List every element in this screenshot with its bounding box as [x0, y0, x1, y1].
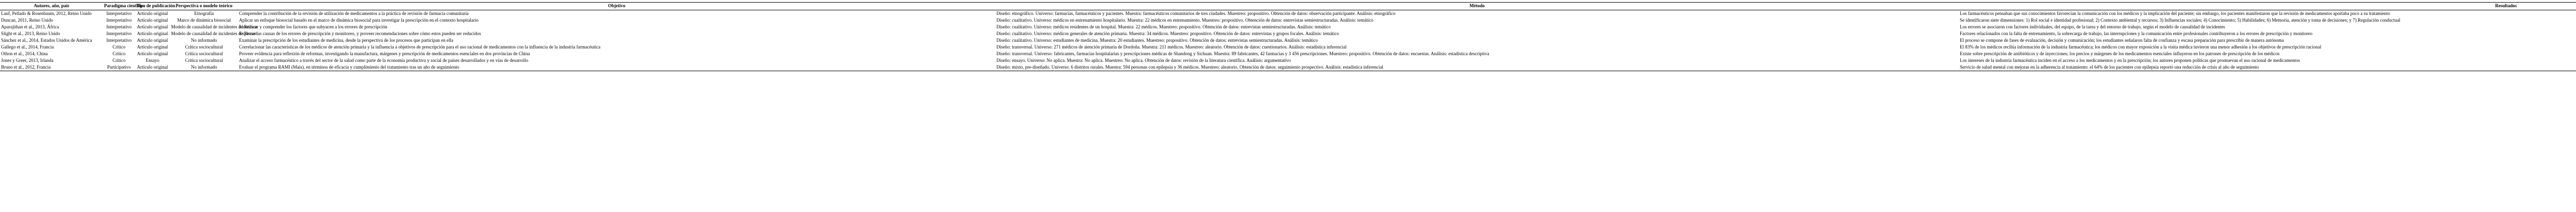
header-publication-type: Tipo de publicación [135, 3, 170, 10]
header-objective: Objetivo [238, 3, 995, 10]
table-row [0, 51, 2576, 57]
cell-perspective: Crítica sociocultural [185, 51, 223, 56]
cell-publication-type: Artículo original [137, 44, 168, 50]
cell-results: Los errores se asociaron con factores individuales, del equipo, de la tarea y del entorno de trabajo, según el modelo de causalidad de incidentes [1960, 24, 2225, 29]
cell-method: Diseño: etnográfico. Universo: farmacias, farmacéuticos y pacientes. Muestra: farmacéuticos comunitarios de tres ciudades. Muestreo: propositivo. Obtención de datos: observación participante. Análisis: etnográfico [996, 11, 1396, 16]
header-paradigm: Paradigma científico [103, 3, 135, 10]
cell-publication-type: Artículo original [137, 24, 168, 29]
cell-perspective: Modelo de causalidad de incidentes de Reason [171, 31, 258, 36]
cell-publication-type: Artículo original [137, 18, 168, 23]
cell-author: Bruno et al., 2012, Francia [0, 64, 103, 71]
cell-publication-type: Artículo original [135, 64, 170, 71]
cell-author: Othon et al., 2014, China [1, 51, 48, 56]
cell-method: Diseño: transversal. Universo: 271 médicos de atención primaria de Dordoña. Muestra: 211 médicos. Muestreo: aleatorio. Obtención de datos: cuestionarios. Análisis: estadística inferencial [996, 44, 1347, 50]
cell-method: Diseño: cualitativo. Universo: estudiantes de medicina. Muestra: 20 estudiantes. Muestreo: propositivo. Obtención de datos: entrevistas semiestructuradas. Análisis: temático [996, 38, 1318, 43]
cell-results: El proceso se compone de fases de evaluación, decisión y comunicación; los estudiantes señalaron falta de confianza y escasa preparación para prescribir de manera autónoma [1960, 38, 2284, 43]
cell-paradigm: Crítico [112, 58, 126, 63]
header-perspective: Perspectiva o modelo teórico [170, 3, 238, 10]
cell-perspective: Etnografía [194, 11, 214, 16]
cell-perspective: No informado [170, 64, 238, 71]
cell-results: Los intereses de la industria farmacéutica inciden en el acceso a los medicamentos y en la prescripción; los autores proponen políticas que promuevan el uso racional de medicamentos [1960, 58, 2300, 63]
cell-method: Diseño: mixto, pre-diseñado. Universo: 6 distritos rurales. Muestra: 594 personas con epilepsia y 36 médicos. Muestreo: aleatorio. Obtención de datos: seguimiento prospectivo. Análisis: estadística inferencial [995, 64, 1959, 71]
table-row [0, 17, 2576, 24]
cell-publication-type: Artículo original [137, 51, 168, 56]
cell-method: Diseño: cualitativo. Universo: médicos en entrenamiento hospitalario. Muestra: 22 médicos en entrenamiento. Muestreo: propositivo. Obtención de datos: entrevistas semiestructuradas. Análisis: temático [996, 18, 1374, 23]
cell-perspective: Crítica sociocultural [185, 58, 223, 63]
cell-perspective: Modelo de causalidad de incidentes de Reason [171, 24, 258, 29]
cell-objective: Analizar el acceso farmacéutico a través del sector de la salud como parte de la economía productiva y social de países desarrollados y en vías de desarrollo [239, 58, 529, 63]
cell-paradigm: Participativo [103, 64, 135, 71]
cell-results: Servicio de salud mental con mejoras en la adherencia al tratamiento: el 64% de los pacientes con epilepsia reportó una reducción de crisis al año de seguimiento [1959, 64, 2576, 71]
cell-paradigm: Interpretativo [106, 24, 132, 29]
review-table [0, 2, 2576, 71]
header-results: Resultados [1959, 3, 2576, 10]
cell-author: Gallego et al., 2014, Francia [1, 44, 54, 50]
cell-objective: Evaluar el programa RAMI (Mais), en términos de eficacia y cumplimiento del tratamiento tras un año de seguimiento [238, 64, 995, 71]
cell-publication-type: Artículo original [137, 38, 168, 43]
table-row [0, 44, 2576, 51]
cell-author: Slight et al., 2013, Reino Unido [1, 31, 60, 36]
cell-author: Aparajithan et al., 2013, África [1, 24, 59, 29]
cell-author: Duncan, 2011, Reino Unido [1, 18, 53, 23]
cell-publication-type: Artículo original [137, 11, 168, 16]
cell-results: Los farmacéuticos pensaban que sus conocimientos favorecían la comunicación con los médicos y la implicación del paciente; sin embargo, los pacientes manifestaron que la revisión de medicamentos aportaba poco a su tratamiento [1960, 11, 2391, 16]
table-row [0, 57, 2576, 64]
cell-results: Factores relacionados con la falta de entrenamiento, la sobrecarga de trabajo, las interrupciones y la comunicación entre profesionales contribuyeron a los errores de prescripción y monitoreo [1960, 31, 2313, 36]
cell-publication-type: Artículo original [137, 31, 168, 36]
cell-paradigm: Interpretativo [106, 18, 132, 23]
cell-objective: Proveer evidencia para reflexión de reformas, investigando la manufactura, márgenes y prescripción de medicamentos esenciales en dos provincias de China [239, 51, 530, 56]
table-row [0, 10, 2576, 18]
cell-results: El 83% de los médicos recibía información de la industria farmacéutica; los médicos con mayor exposición a la visita médica tuvieron una menor adhesión a los objetivos de prescripción racional [1960, 44, 2321, 50]
table-header-row [0, 3, 2576, 10]
cell-method: Diseño: cualitativo. Universo: médicos residentes de un hospital. Muestra: 22 médicos. Muestreo: propositivo. Obtención de datos: entrevistas semiestructuradas. Análisis: temático [996, 24, 1331, 29]
cell-method: Diseño: ensayo. Universo: No aplica. Muestra: No aplica. Muestreo: No aplica. Obtención de datos: revisión de la literatura científica. Análisis: argumentativo [996, 58, 1291, 63]
header-method: Método [995, 3, 1959, 10]
table-row [0, 30, 2576, 37]
cell-paradigm: Interpretativo [106, 11, 132, 16]
cell-paradigm: Interpretativo [106, 31, 132, 36]
cell-method: Diseño: cualitativo. Universo: médicos generales de atención primaria. Muestra: 34 médicos. Muestreo: propositivo. Obtención de datos: entrevistas y grupos focales. Análisis: temático [996, 31, 1339, 36]
cell-objective: Identificar y comprender los factores que subyacen a los errores de prescripción [239, 24, 387, 29]
table-row [0, 24, 2576, 30]
cell-publication-type: Ensayo [145, 58, 160, 63]
cell-objective: Correlacionar las características de los médicos de atención primaria y la influencia a objetivos de prescripción para el uso racional de medicamentos con la influencia de la industria farmacéutica [239, 44, 601, 50]
cell-author: Sánchez et al., 2014, Estados Unidos de América [1, 38, 92, 43]
table-row [0, 37, 2576, 44]
cell-method: Diseño: transversal. Universo: fabricantes, farmacias hospitalarias y prescripciones médicas de Shandong y Sichuan. Muestra: 89 fabricantes, 42 farmacias y 3 456 prescripciones. Muestreo: propositivo. Obtención de datos: encuestas. Análisis: estadística descriptiva [996, 51, 1489, 56]
cell-objective: Explorar las causas de los errores de prescripción y monitoreo, y proveer recomendaciones sobre cómo estos pueden ser reducidos [239, 31, 481, 36]
cell-objective: Aplicar un enfoque biosocial basado en el marco de dinámica biosocial para investigar la prescripción en el contexto hospitalario [239, 18, 479, 23]
cell-author: Lauf, Pellado & Rosenbaum, 2012, Reino Unido [1, 11, 92, 16]
cell-results: Existe sobre prescripción de antibióticos y de inyecciones; los precios y márgenes de los medicamentos esenciales influyeron en los patrones de prescripción de los médicos [1960, 51, 2280, 56]
table-row [0, 64, 2576, 71]
cell-paradigm: Interpretativo [106, 38, 132, 43]
cell-paradigm: Crítico [112, 44, 126, 50]
cell-perspective: No informado [191, 38, 217, 43]
cell-perspective: Crítica sociocultural [185, 44, 223, 50]
cell-perspective: Marco de dinámica biosocial [177, 18, 231, 23]
cell-results: Se identificaron siete dimensiones: 1) Rol social e identidad profesional; 2) Contexto ambiental y recursos; 3) Influencias sociales; 4) Conocimiento; 5) Habilidades; 6) Memoria, atención y toma de decisiones; y 7) Regulación conductual [1960, 18, 2401, 23]
cell-objective: Examinar la prescripción de los estudiantes de medicina, desde la perspectiva de los procesos que participan en ella [239, 38, 453, 43]
cell-objective: Comprender la contribución de la revisión de utilización de medicamentos a la práctica de revisión de farmacia comunitaria [239, 11, 469, 16]
cell-author: Jones y Greer, 2013, Irlanda [1, 58, 54, 63]
cell-paradigm: Crítico [112, 51, 126, 56]
header-author: Autores, año, país [0, 3, 103, 10]
